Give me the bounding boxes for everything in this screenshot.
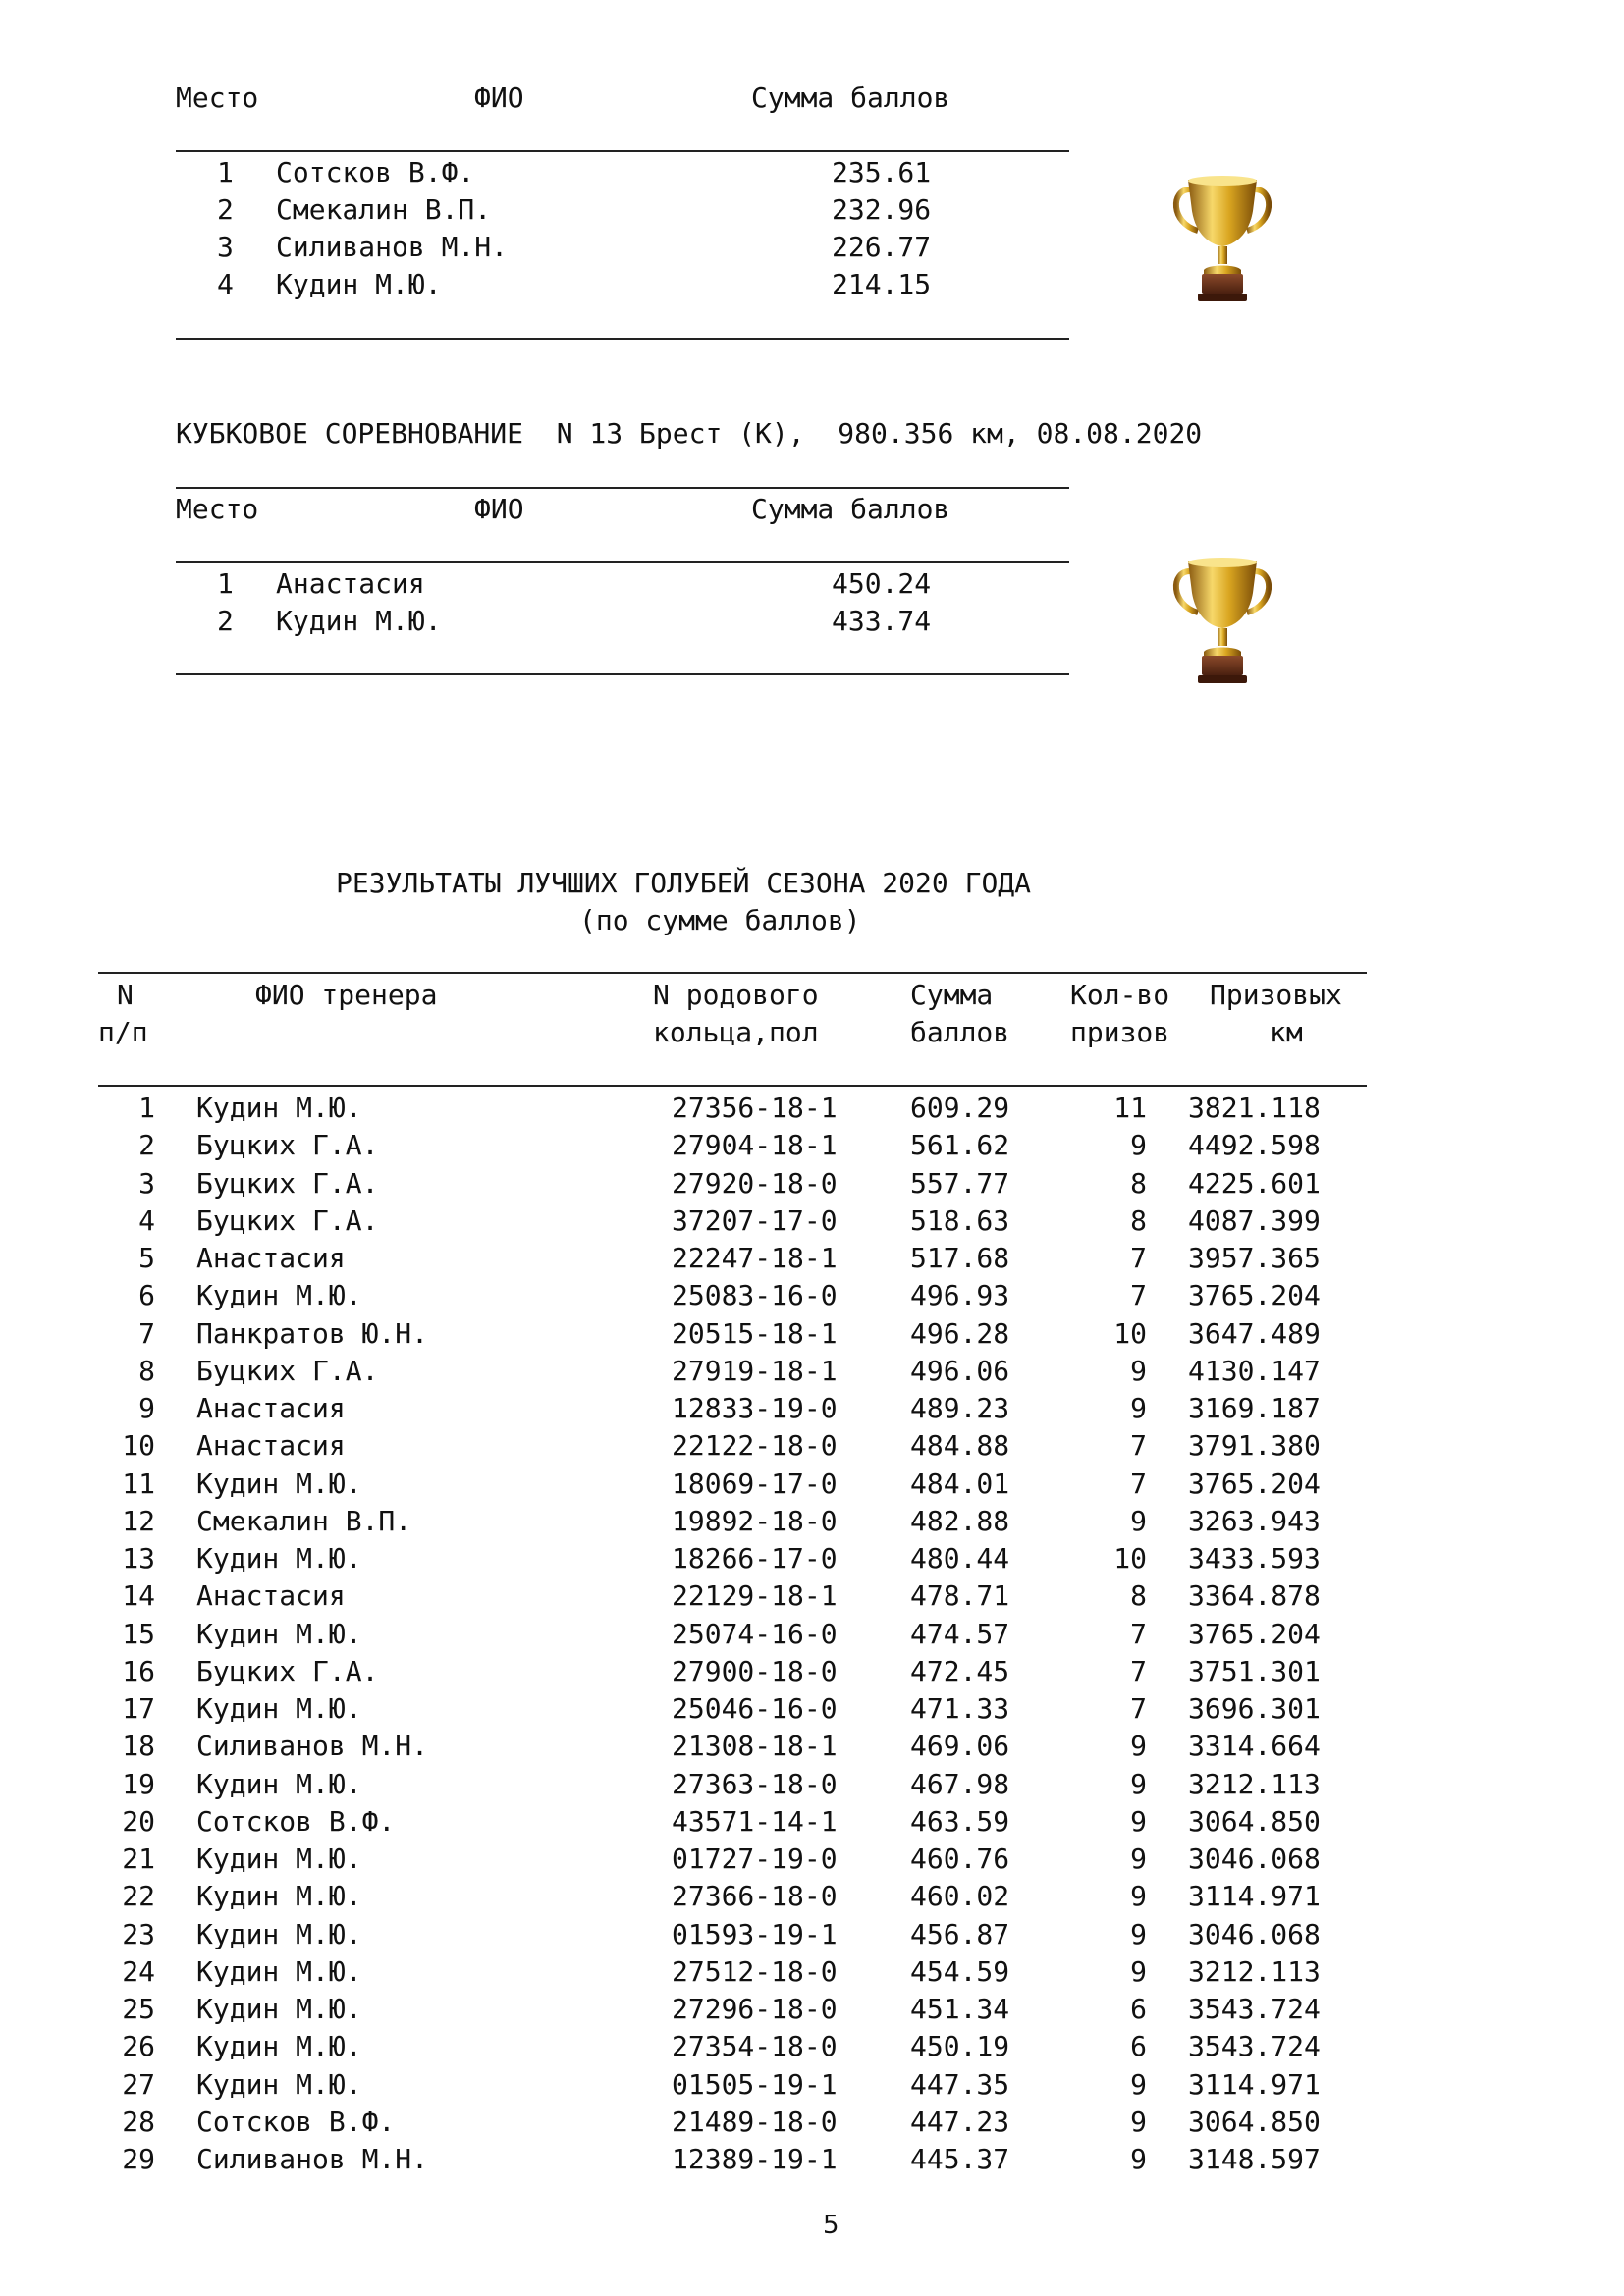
trainer-name: Буцких Г.А. [196,1166,379,1200]
divider [98,1085,1367,1087]
prizes-count: 9 [1130,2143,1147,2175]
table-row [0,1504,1321,1545]
ring-number: 22129-18-1 [672,1579,838,1613]
score: 557.77 [910,1166,1010,1200]
competition-title: КУБКОВОЕ СОРЕВНОВАНИЕ N 13 Брест (К), 980.356 км, 08.08.2020 [176,417,1203,450]
ring-number: 27354-18-0 [672,2030,838,2063]
prizes-count: 9 [1130,2105,1147,2138]
ring-number: 18069-17-0 [672,1467,838,1500]
score: 450.19 [910,2030,1010,2063]
ring-number: 01505-19-1 [672,2067,838,2101]
table-row [0,1767,1321,1808]
row-number: 11 [122,1467,155,1500]
ring-number: 27900-18-0 [672,1654,838,1687]
table-row [0,1467,1321,1508]
table-row [0,2105,1321,2146]
row-number: 4 [138,1203,155,1237]
prize-km: 3263.943 [1188,1504,1321,1537]
prize-km: 3821.118 [1188,1092,1321,1124]
table-row [0,1692,1321,1733]
ring-number: 25074-16-0 [672,1617,838,1650]
prize-km: 3751.301 [1188,1654,1321,1687]
row-number: 14 [122,1579,155,1613]
table-row [0,1993,1321,2033]
prizes-count: 9 [1130,1392,1147,1424]
table-row [0,1654,1321,1695]
prizes-count: 9 [1130,1767,1147,1800]
place: 2 [217,193,234,226]
header-score: Сумма баллов [751,81,950,114]
prizes-count: 9 [1130,1880,1147,1913]
trainer-name: Анастасия [196,1242,346,1274]
trainer-name: Кудин М.Ю. [196,1954,362,1988]
table-row [0,1429,1321,1469]
table-row [0,1203,1321,1245]
header-score-2: баллов [910,1016,1010,1048]
score: 517.68 [910,1242,1010,1274]
table-row [0,1880,1321,1920]
header-score: Сумма баллов [751,493,950,525]
row-number: 26 [122,2030,155,2063]
row-number: 6 [138,1279,155,1312]
header-score-1: Сумма [910,979,994,1011]
table-row [0,1092,1321,1132]
trainer-name: Кудин М.Ю. [196,1279,362,1312]
score: 456.87 [910,1917,1010,1950]
prizes-count: 7 [1130,1692,1147,1725]
header-name: ФИО [474,81,524,114]
prize-km: 3364.878 [1188,1579,1321,1613]
row-number: 9 [138,1392,155,1424]
row-number: 8 [138,1354,155,1387]
trophy-icon [1168,554,1276,691]
divider [98,972,1367,974]
row-number: 12 [122,1504,155,1537]
ring-number: 01727-19-0 [672,1842,838,1875]
place: 1 [217,156,234,188]
trainer-name: Кудин М.Ю. [196,1917,362,1950]
prizes-count: 6 [1130,2030,1147,2063]
table-row [0,1542,1321,1582]
name: Силиванов М.Н. [276,231,509,263]
header-prizes-2: призов [1070,1016,1170,1048]
score: 433.74 [832,605,932,637]
prizes-count: 7 [1130,1654,1147,1687]
prize-km: 3148.597 [1188,2143,1321,2175]
score: 474.57 [910,1617,1010,1650]
prizes-count: 7 [1130,1429,1147,1463]
name: Сотсков В.Ф. [276,156,475,188]
score: 496.93 [910,1279,1010,1312]
ring-number: 27363-18-0 [672,1767,838,1800]
divider [176,338,1069,340]
score: 471.33 [910,1692,1010,1725]
score: 463.59 [910,1804,1010,1838]
row-number: 27 [122,2067,155,2101]
results-title: РЕЗУЛЬТАТЫ ЛУЧШИХ ГОЛУБЕЙ СЕЗОНА 2020 ГОДА [336,867,1032,899]
score: 450.24 [832,567,932,600]
ring-number: 20515-18-1 [672,1316,838,1350]
trainer-name: Кудин М.Ю. [196,1842,362,1875]
prize-km: 3433.593 [1188,1542,1321,1575]
place: 1 [217,567,234,600]
table-row [0,1617,1321,1658]
prize-km: 3169.187 [1188,1392,1321,1424]
ring-number: 27919-18-1 [672,1354,838,1387]
score: 454.59 [910,1954,1010,1988]
row-number: 21 [122,1842,155,1875]
trainer-name: Кудин М.Ю. [196,1467,362,1500]
trainer-name: Панкратов Ю.Н. [196,1316,429,1350]
ring-number: 21308-18-1 [672,1730,838,1763]
prize-km: 3765.204 [1188,1467,1321,1500]
trainer-name: Анастасия [196,1579,346,1613]
ring-number: 27904-18-1 [672,1129,838,1162]
row-number: 2 [138,1129,155,1162]
place: 4 [217,268,234,300]
trainer-name: Силиванов М.Н. [196,1730,429,1763]
page-number: 5 [823,2211,839,2240]
prizes-count: 10 [1113,1316,1147,1350]
score: 496.28 [910,1316,1010,1350]
header-km-2: км [1270,1016,1303,1048]
prizes-count: 9 [1130,1954,1147,1988]
header-num-1: N [117,979,134,1011]
ring-number: 27920-18-0 [672,1166,838,1200]
row-number: 13 [122,1542,155,1575]
score: 451.34 [910,1993,1010,2025]
prize-km: 4087.399 [1188,1203,1321,1237]
trainer-name: Кудин М.Ю. [196,1993,362,2025]
trainer-name: Кудин М.Ю. [196,2067,362,2101]
table-row [0,1392,1321,1432]
row-number: 1 [138,1092,155,1124]
prize-km: 4225.601 [1188,1166,1321,1200]
header-place: Место [176,493,259,525]
prizes-count: 9 [1130,1804,1147,1838]
header-prizes-1: Кол-во [1070,979,1170,1011]
header-ring-1: N родового [653,979,819,1011]
table-row [0,2143,1321,2183]
row-number: 7 [138,1316,155,1350]
table-row [0,1279,1321,1319]
row-number: 3 [138,1166,155,1200]
row-number: 15 [122,1617,155,1650]
row-number: 25 [122,1993,155,2025]
prize-km: 4130.147 [1188,1354,1321,1387]
prize-km: 3212.113 [1188,1954,1321,1988]
prize-km: 3957.365 [1188,1242,1321,1274]
trainer-name: Сотсков В.Ф. [196,1804,396,1838]
prizes-count: 8 [1130,1579,1147,1613]
trainer-name: Кудин М.Ю. [196,1767,362,1800]
prizes-count: 9 [1130,1504,1147,1537]
ring-number: 25046-16-0 [672,1692,838,1725]
score: 472.45 [910,1654,1010,1687]
ring-number: 18266-17-0 [672,1542,838,1575]
score: 518.63 [910,1203,1010,1237]
name: Кудин М.Ю. [276,268,442,300]
score: 482.88 [910,1504,1010,1537]
prize-km: 4492.598 [1188,1129,1321,1162]
header-num-2: п/п [98,1016,148,1048]
row-number: 22 [122,1880,155,1913]
name: Анастасия [276,567,425,600]
ring-number: 27296-18-0 [672,1993,838,2025]
table-row [0,1129,1321,1169]
score: 561.62 [910,1129,1010,1162]
trainer-name: Кудин М.Ю. [196,2030,362,2063]
prize-km: 3064.850 [1188,1804,1321,1838]
row-number: 20 [122,1804,155,1838]
table-row [0,1730,1321,1770]
row-number: 19 [122,1767,155,1800]
ring-number: 12389-19-1 [672,2143,838,2175]
ring-number: 43571-14-1 [672,1804,838,1838]
table-row [0,2067,1321,2109]
header-name: ФИО [474,493,524,525]
score: 467.98 [910,1767,1010,1800]
trainer-name: Буцких Г.А. [196,1354,379,1387]
trainer-name: Анастасия [196,1429,346,1463]
row-number: 24 [122,1954,155,1988]
prize-km: 3212.113 [1188,1767,1321,1800]
ring-number: 25083-16-0 [672,1279,838,1312]
prize-km: 3765.204 [1188,1279,1321,1312]
score: 447.35 [910,2067,1010,2101]
prizes-count: 9 [1130,1354,1147,1387]
trainer-name: Анастасия [196,1392,346,1424]
score: 469.06 [910,1730,1010,1763]
prize-km: 3064.850 [1188,2105,1321,2138]
ring-number: 27366-18-0 [672,1880,838,1913]
ring-number: 19892-18-0 [672,1504,838,1537]
score: 496.06 [910,1354,1010,1387]
ring-number: 21489-18-0 [672,2105,838,2138]
row-number: 17 [122,1692,155,1725]
divider [176,487,1069,489]
place: 3 [217,231,234,263]
divider [176,673,1069,675]
score: 460.02 [910,1880,1010,1913]
header-place: Место [176,81,259,114]
table-row [0,1354,1321,1395]
header-ring-2: кольца,пол [653,1016,819,1048]
prize-km: 3543.724 [1188,1993,1321,2025]
score: 460.76 [910,1842,1010,1875]
score: 445.37 [910,2143,1010,2175]
score: 484.01 [910,1467,1010,1500]
table-row [0,1242,1321,1282]
trainer-name: Буцких Г.А. [196,1129,379,1162]
trainer-name: Буцких Г.А. [196,1654,379,1687]
trainer-name: Кудин М.Ю. [196,1542,362,1575]
trainer-name: Смекалин В.П. [196,1504,412,1537]
prizes-count: 9 [1130,1129,1147,1162]
trainer-name: Кудин М.Ю. [196,1617,362,1650]
row-number: 18 [122,1730,155,1763]
score: 232.96 [832,193,932,226]
trainer-name: Кудин М.Ю. [196,1692,362,1725]
score: 609.29 [910,1092,1010,1124]
ring-number: 12833-19-0 [672,1392,838,1424]
table-row [0,2030,1321,2070]
prize-km: 3114.971 [1188,2067,1321,2101]
name: Смекалин В.П. [276,193,492,226]
row-number: 16 [122,1654,155,1687]
name: Кудин М.Ю. [276,605,442,637]
place: 2 [217,605,234,637]
prize-km: 3647.489 [1188,1316,1321,1350]
table-row [0,1316,1321,1358]
trainer-name: Силиванов М.Н. [196,2143,429,2175]
ring-number: 22247-18-1 [672,1242,838,1274]
prizes-count: 7 [1130,1279,1147,1312]
row-number: 29 [122,2143,155,2175]
trainer-name: Кудин М.Ю. [196,1092,362,1124]
ring-number: 27512-18-0 [672,1954,838,1988]
prizes-count: 11 [1113,1092,1147,1124]
divider [176,561,1069,563]
prize-km: 3765.204 [1188,1617,1321,1650]
trainer-name: Сотсков В.Ф. [196,2105,396,2138]
score: 484.88 [910,1429,1010,1463]
ring-number: 01593-19-1 [672,1917,838,1950]
score: 447.23 [910,2105,1010,2138]
header-trainer: ФИО тренера [255,979,438,1011]
table-row [0,1804,1321,1845]
trainer-name: Кудин М.Ю. [196,1880,362,1913]
prizes-count: 7 [1130,1242,1147,1274]
divider [176,150,1069,152]
prizes-count: 7 [1130,1467,1147,1500]
prizes-count: 9 [1130,1917,1147,1950]
score: 226.77 [832,231,932,263]
prizes-count: 9 [1130,1730,1147,1763]
prize-km: 3114.971 [1188,1880,1321,1913]
table-row [0,1917,1321,1958]
table-row [0,1579,1321,1620]
prize-km: 3543.724 [1188,2030,1321,2063]
score: 489.23 [910,1392,1010,1424]
prizes-count: 10 [1113,1542,1147,1575]
prize-km: 3046.068 [1188,1842,1321,1875]
score: 214.15 [832,268,932,300]
prize-km: 3696.301 [1188,1692,1321,1725]
table-row [0,1166,1321,1207]
prize-km: 3791.380 [1188,1429,1321,1463]
ring-number: 27356-18-1 [672,1092,838,1124]
prizes-count: 9 [1130,1842,1147,1875]
score: 480.44 [910,1542,1010,1575]
prizes-count: 9 [1130,2067,1147,2101]
score: 478.71 [910,1579,1010,1613]
prize-km: 3046.068 [1188,1917,1321,1950]
prizes-count: 6 [1130,1993,1147,2025]
trainer-name: Буцких Г.А. [196,1203,379,1237]
table-row [0,1842,1321,1883]
row-number: 5 [138,1242,155,1274]
row-number: 28 [122,2105,155,2138]
prize-km: 3314.664 [1188,1730,1321,1763]
row-number: 23 [122,1917,155,1950]
results-subtitle: (по сумме баллов) [579,904,861,936]
header-km-1: Призовых [1210,979,1342,1011]
prizes-count: 8 [1130,1203,1147,1237]
table-row [0,1954,1321,1996]
ring-number: 22122-18-0 [672,1429,838,1463]
score: 235.61 [832,156,932,188]
prizes-count: 8 [1130,1166,1147,1200]
trophy-icon [1168,172,1276,309]
ring-number: 37207-17-0 [672,1203,838,1237]
prizes-count: 7 [1130,1617,1147,1650]
row-number: 10 [122,1429,155,1463]
